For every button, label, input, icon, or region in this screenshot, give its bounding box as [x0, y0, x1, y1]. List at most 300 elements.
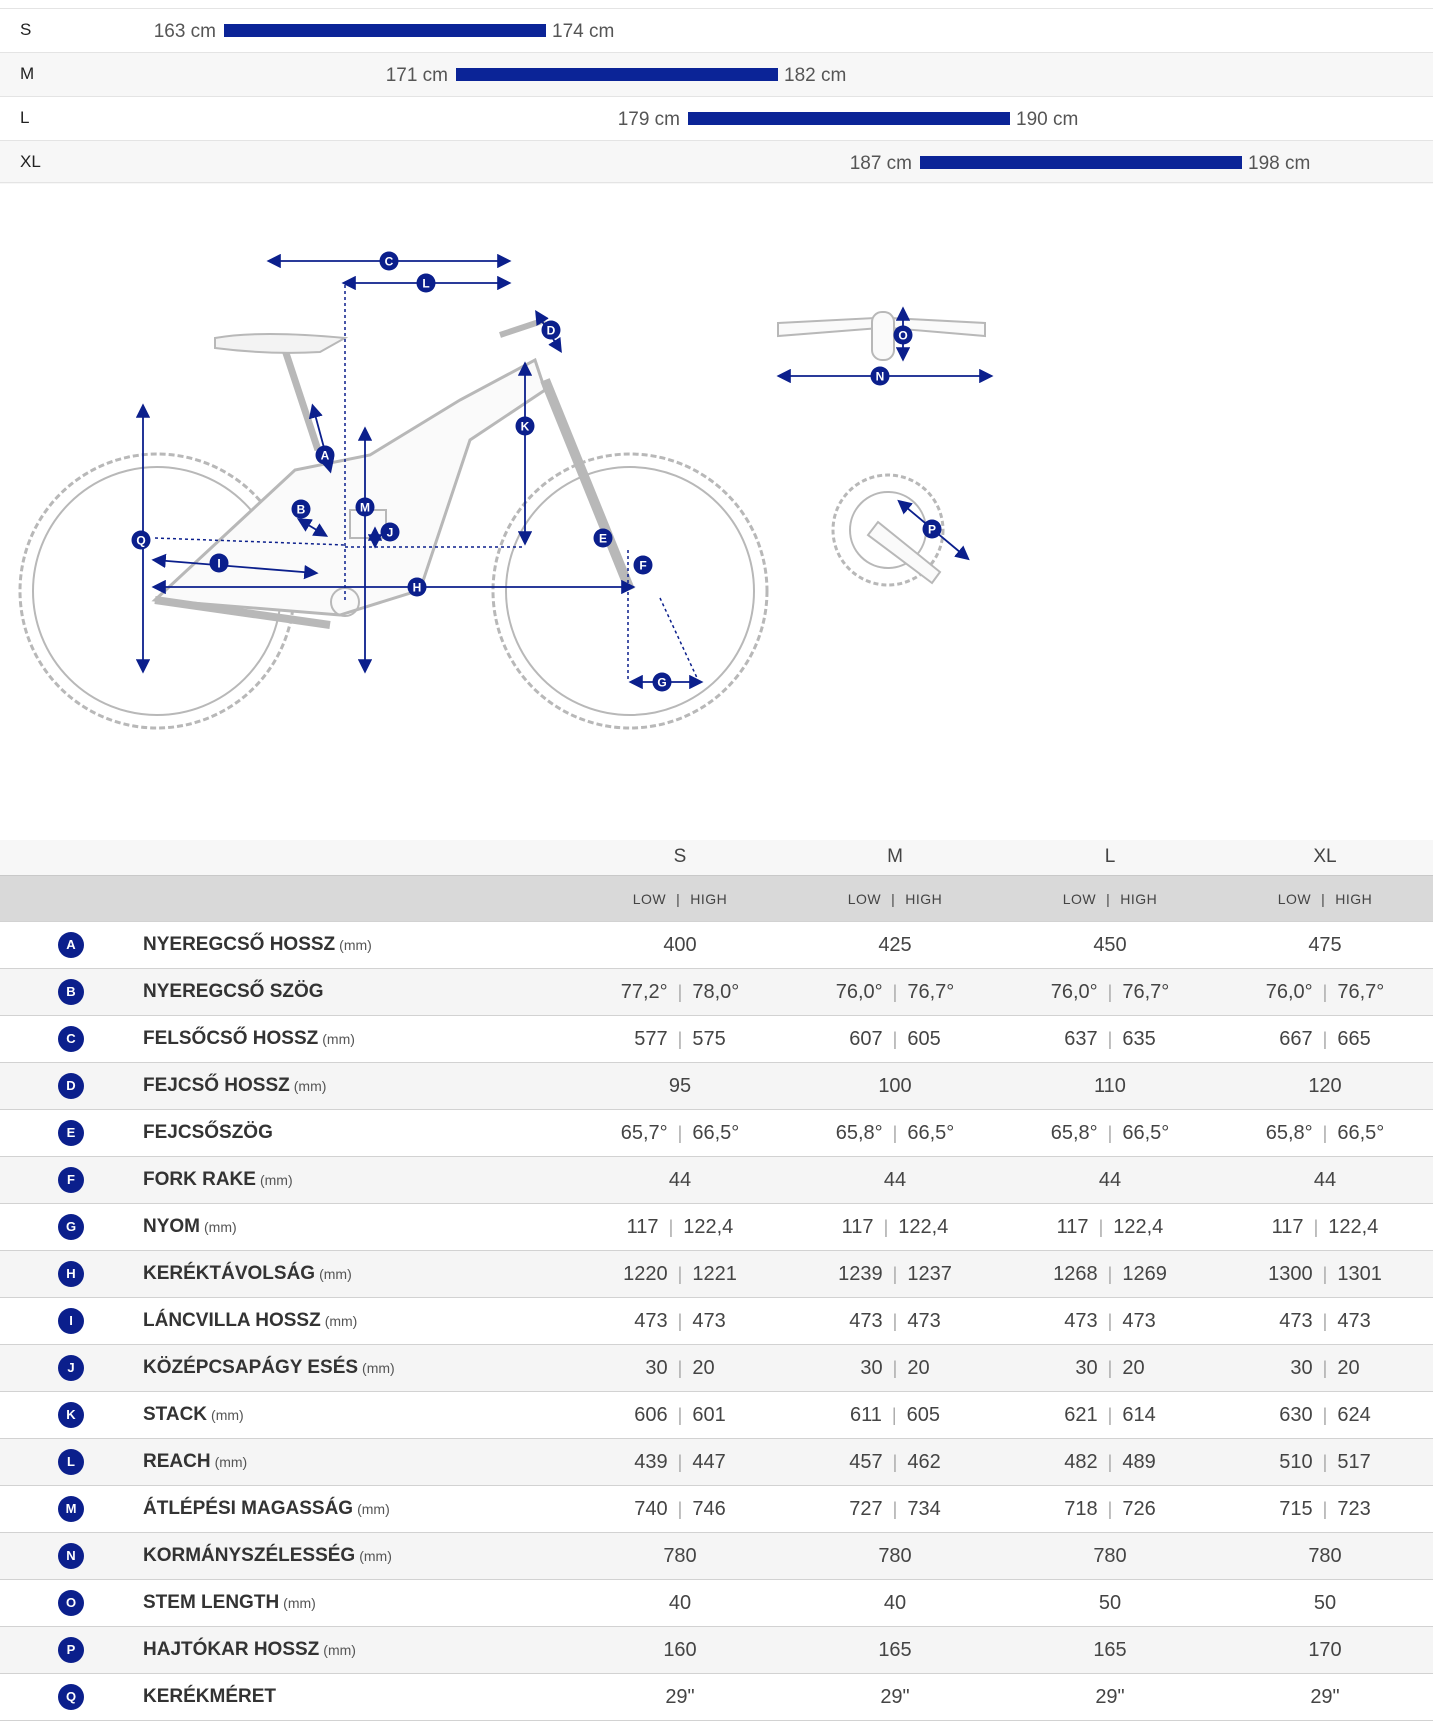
separator: |: [1107, 1123, 1113, 1143]
table-row: [0, 968, 1433, 1015]
size-range-row: [0, 52, 1433, 96]
measure-value: [580, 1075, 780, 1098]
table-row: [0, 1109, 1433, 1156]
measure-value: [795, 1216, 995, 1239]
value-low: 77,2°: [620, 981, 668, 1003]
measure-value: [1225, 1404, 1425, 1427]
measure-value: [1010, 1169, 1210, 1192]
value-high: 122,4: [1328, 1216, 1379, 1238]
value-low: 65,8°: [835, 1122, 883, 1144]
separator: |: [677, 1029, 683, 1049]
measure-unit: (mm): [339, 937, 372, 953]
measure-value: [580, 1263, 780, 1286]
measure-value: [1225, 1639, 1425, 1662]
measure-name: [143, 1310, 357, 1332]
value-high: 20: [907, 1357, 930, 1379]
value-high: 575: [692, 1028, 726, 1050]
table-row: [0, 1203, 1433, 1250]
diagram-letter: P: [927, 522, 937, 537]
diagram-letter: C: [384, 254, 394, 269]
measure-name: [143, 1357, 395, 1379]
value: 165: [878, 1639, 912, 1661]
value-high: 726: [1122, 1498, 1156, 1520]
separator: |: [892, 1029, 898, 1049]
separator: |: [1322, 1405, 1328, 1425]
measure-value: [795, 1686, 995, 1709]
measure-value: [1010, 981, 1210, 1004]
measure-value: [1010, 1216, 1210, 1239]
measure-value: [580, 1592, 780, 1615]
measure-value: [795, 1263, 995, 1286]
measure-unit: (mm): [357, 1501, 390, 1517]
separator: |: [1107, 1311, 1113, 1331]
measure-value: [1225, 1310, 1425, 1333]
measure-letter-badge: D: [58, 1073, 84, 1099]
measure-value: [580, 1498, 780, 1521]
value-high: 473: [907, 1310, 941, 1332]
table-row: [0, 1156, 1433, 1203]
measure-value: [1010, 1263, 1210, 1286]
measure-value: [1225, 1451, 1425, 1474]
measure-name: [143, 981, 324, 1003]
value-low: 1268: [1053, 1263, 1098, 1285]
size-range-row: [0, 96, 1433, 140]
measure-value: [795, 981, 995, 1004]
value-low: 30: [1290, 1357, 1313, 1379]
value-low: 117: [841, 1216, 874, 1238]
value: 44: [1313, 1169, 1337, 1191]
value-low: 473: [1064, 1310, 1098, 1332]
measure-letter-badge: K: [58, 1402, 84, 1428]
value-low: 76,0°: [1050, 981, 1098, 1003]
geometry-diagram: [0, 240, 1433, 820]
table-row: [0, 1485, 1433, 1532]
measure-value: [795, 1028, 995, 1051]
measure-letter-badge: E: [58, 1120, 84, 1146]
separator: |: [677, 1499, 683, 1519]
measure-value: [1225, 1028, 1425, 1051]
measure-value: [1010, 1075, 1210, 1098]
low-label: LOW: [1062, 891, 1097, 907]
measure-value: [1010, 1310, 1210, 1333]
separator: |: [677, 1311, 683, 1331]
table-row: [0, 1297, 1433, 1344]
value: 29": [880, 1686, 910, 1708]
value-high: 76,7°: [907, 981, 955, 1003]
separator: |: [892, 1358, 898, 1378]
separator: |: [892, 1452, 898, 1472]
value: 29": [1095, 1686, 1125, 1708]
measure-name-text: NYEREGCSŐ HOSSZ: [143, 934, 336, 955]
wheel-rim: [506, 467, 754, 715]
separator: |: [1322, 1499, 1328, 1519]
measure-value: [795, 1122, 995, 1145]
value-high: 473: [692, 1310, 726, 1332]
diagram-letter: N: [875, 369, 885, 384]
diagram-letter: G: [657, 675, 667, 690]
measure-letter-badge: L: [58, 1449, 84, 1475]
value-high: 734: [907, 1498, 941, 1520]
size-label: M: [20, 64, 35, 83]
measure-name: [143, 1216, 237, 1238]
value: 780: [1308, 1545, 1342, 1567]
measure-value: [1225, 934, 1425, 957]
measure-value: [580, 1357, 780, 1380]
value-high: 614: [1122, 1404, 1156, 1426]
separator: |: [677, 1405, 683, 1425]
table-row: [0, 1062, 1433, 1109]
measure-value: [795, 1075, 995, 1098]
separator: |: [1098, 1217, 1104, 1237]
separator: |: [677, 1358, 683, 1378]
separator: |: [677, 982, 683, 1002]
low-high-label: [1245, 891, 1405, 907]
measure-value: [795, 1498, 995, 1521]
separator: |: [1322, 1264, 1328, 1284]
measure-letter-badge: G: [58, 1214, 84, 1240]
high-label: HIGH: [905, 891, 943, 907]
measure-name-text: KERÉKMÉRET: [143, 1686, 277, 1707]
value-high: 624: [1337, 1404, 1371, 1426]
diagram-letter: H: [412, 580, 422, 595]
value: 120: [1308, 1075, 1342, 1097]
measure-value: [1225, 981, 1425, 1004]
measure-name-text: LÁNCVILLA HOSSZ: [143, 1310, 321, 1331]
value-high: 473: [1122, 1310, 1156, 1332]
measure-unit: (mm): [323, 1642, 356, 1658]
value-low: 30: [1075, 1357, 1098, 1379]
geometry-table: [0, 840, 1433, 1721]
low-high-label: [1030, 891, 1190, 907]
value: 780: [663, 1545, 697, 1567]
table-body: [0, 921, 1433, 1720]
value: 780: [878, 1545, 912, 1567]
measure-value: [1225, 1263, 1425, 1286]
value-high: 66,5°: [1337, 1122, 1385, 1144]
measure-value: [1010, 1639, 1210, 1662]
value-high: 1301: [1337, 1263, 1382, 1285]
value-high: 122,4: [683, 1216, 734, 1238]
measure-letter-badge: C: [58, 1026, 84, 1052]
diagram-letter: J: [386, 525, 394, 540]
seatpost: [285, 350, 318, 450]
measure-name-text: FORK RAKE: [143, 1169, 256, 1190]
measure-name-text: FEJCSŐSZÖG: [143, 1122, 273, 1143]
value: 29": [665, 1686, 695, 1708]
value-high: 601: [692, 1404, 726, 1426]
separator: |: [1107, 982, 1113, 1002]
size-label: XL: [20, 152, 41, 171]
range-from: 187 cm: [849, 153, 912, 174]
size-range-row: [0, 8, 1433, 52]
separator: |: [891, 891, 896, 907]
value-low: 76,0°: [835, 981, 883, 1003]
separator: |: [1107, 1358, 1113, 1378]
measure-value: [1225, 1122, 1425, 1145]
measure-name: [143, 1122, 273, 1144]
value-high: 1269: [1122, 1263, 1167, 1285]
measure-letter-badge: A: [58, 932, 84, 958]
range-from: 171 cm: [385, 65, 448, 86]
table-row: [0, 1015, 1433, 1062]
high-label: HIGH: [690, 891, 728, 907]
measure-value: [580, 1216, 780, 1239]
value-low: 117: [626, 1216, 659, 1238]
value-low: 611: [850, 1404, 882, 1426]
value: 50: [1098, 1592, 1122, 1614]
separator: |: [1107, 1029, 1113, 1049]
value: 475: [1308, 934, 1342, 956]
measure-name-text: STACK: [143, 1404, 208, 1425]
value-low: 65,8°: [1050, 1122, 1098, 1144]
measure-unit: (mm): [214, 1454, 248, 1470]
measure-name: [143, 1404, 244, 1426]
measure-value: [1225, 1498, 1425, 1521]
separator: |: [1322, 1358, 1328, 1378]
measure-value: [580, 1639, 780, 1662]
range-bar: [688, 112, 1010, 125]
value-high: 746: [692, 1498, 726, 1520]
separator: |: [1107, 1405, 1113, 1425]
value-high: 447: [692, 1451, 726, 1473]
separator: |: [1322, 1123, 1328, 1143]
measure-value: [1225, 1686, 1425, 1709]
separator: |: [891, 1405, 897, 1425]
value: 40: [883, 1592, 907, 1614]
measure-name: [143, 1686, 276, 1708]
value-low: 621: [1064, 1404, 1098, 1426]
value: 170: [1308, 1639, 1342, 1661]
value-low: 65,8°: [1265, 1122, 1313, 1144]
table-row: [0, 921, 1433, 968]
measure-value: [1010, 1686, 1210, 1709]
measure-unit: (mm): [362, 1360, 395, 1376]
value-low: 30: [860, 1357, 883, 1379]
high-label: HIGH: [1335, 891, 1373, 907]
measure-unit: (mm): [283, 1595, 316, 1611]
measure-value: [580, 934, 780, 957]
diagram-letter: Q: [136, 533, 146, 548]
measure-name-text: NYOM: [143, 1216, 200, 1237]
size-column-header: S: [673, 846, 687, 867]
size-label: S: [20, 20, 32, 39]
measure-value: [795, 1639, 995, 1662]
value-low: 65,7°: [620, 1122, 668, 1144]
table-row: [0, 1344, 1433, 1391]
value: 100: [878, 1075, 912, 1097]
range-to: 174 cm: [552, 21, 615, 42]
separator: |: [892, 1264, 898, 1284]
separator: |: [1322, 1311, 1328, 1331]
low-label: LOW: [1277, 891, 1312, 907]
divider: [0, 182, 1433, 183]
measure-value: [1010, 1357, 1210, 1380]
value-low: 1220: [623, 1263, 668, 1285]
separator: |: [677, 1452, 683, 1472]
measure-value: [1225, 1357, 1425, 1380]
divider: [0, 1720, 1433, 1721]
low-label: LOW: [632, 891, 667, 907]
value-high: 20: [692, 1357, 715, 1379]
value: 44: [668, 1169, 692, 1191]
measure-letter-badge: M: [58, 1496, 84, 1522]
value-low: 1300: [1268, 1263, 1313, 1285]
measure-unit: (mm): [293, 1078, 327, 1094]
value-low: 715: [1279, 1498, 1313, 1520]
measure-name-text: ÁTLÉPÉSI MAGASSÁG: [143, 1498, 354, 1519]
measure-value: [580, 981, 780, 1004]
measure-value: [1225, 1216, 1425, 1239]
value: 160: [663, 1639, 697, 1661]
separator: |: [1107, 1452, 1113, 1472]
separator: |: [1322, 982, 1328, 1002]
diagram-letter: K: [520, 419, 530, 434]
fork: [545, 380, 630, 590]
measure-unit: (mm): [259, 1172, 293, 1188]
measure-name: [143, 934, 372, 956]
measure-value: [795, 1545, 995, 1568]
stem-top-view: [872, 312, 894, 360]
value-high: 605: [906, 1404, 940, 1426]
value-high: 122,4: [1113, 1216, 1164, 1238]
value-low: 510: [1279, 1451, 1313, 1473]
value-high: 665: [1337, 1028, 1371, 1050]
measure-value: [1225, 1592, 1425, 1615]
measure-value: [580, 1451, 780, 1474]
value-low: 439: [634, 1451, 668, 1473]
table-row: [0, 1579, 1433, 1626]
table-row: [0, 1391, 1433, 1438]
separator: |: [1107, 1264, 1113, 1284]
value-high: 20: [1122, 1357, 1145, 1379]
value-low: 630: [1279, 1404, 1313, 1426]
value-high: 66,5°: [907, 1122, 955, 1144]
measure-value: [580, 1310, 780, 1333]
separator: |: [892, 1499, 898, 1519]
measure-value: [795, 1592, 995, 1615]
value-high: 517: [1337, 1451, 1371, 1473]
measure-name-text: STEM LENGTH: [143, 1592, 280, 1613]
measure-name: [143, 1451, 247, 1473]
value-low: 30: [645, 1357, 668, 1379]
measure-value: [1225, 1169, 1425, 1192]
size-column-header: XL: [1313, 846, 1337, 867]
low-label: LOW: [847, 891, 882, 907]
diagram-letter: D: [546, 323, 556, 338]
diagram-letter: L: [422, 276, 430, 291]
size-column-header: L: [1104, 846, 1116, 867]
measure-name: [143, 1592, 316, 1614]
bike-frame: [155, 360, 545, 615]
separator: |: [1322, 1452, 1328, 1472]
separator: |: [892, 1311, 898, 1331]
diagram-letter: O: [898, 328, 908, 343]
measure-letter-badge: I: [58, 1308, 84, 1334]
measure-value: [1010, 1028, 1210, 1051]
range-to: 198 cm: [1248, 153, 1311, 174]
value: 29": [1310, 1686, 1340, 1708]
measure-letter-badge: N: [58, 1543, 84, 1569]
measure-value: [1225, 1075, 1425, 1098]
value: 44: [883, 1169, 907, 1191]
measure-value: [1010, 934, 1210, 957]
measure-unit: (mm): [324, 1313, 358, 1329]
diagram-letter: F: [639, 558, 647, 573]
value-high: 462: [907, 1451, 941, 1473]
measure-value: [795, 1357, 995, 1380]
value: 95: [668, 1075, 692, 1097]
low-high-label: [600, 891, 760, 907]
value: 780: [1093, 1545, 1127, 1567]
measure-value: [795, 1310, 995, 1333]
value-low: 667: [1279, 1028, 1313, 1050]
diagram-letter: I: [217, 556, 221, 571]
measure-name-text: KERÉKTÁVOLSÁG: [143, 1263, 316, 1284]
measure-letter-badge: O: [58, 1590, 84, 1616]
diagram-letter: B: [296, 502, 306, 517]
measure-value: [795, 1169, 995, 1192]
value-low: 482: [1064, 1451, 1098, 1473]
table-row: [0, 1250, 1433, 1297]
measure-name-text: HAJTÓKAR HOSSZ: [143, 1639, 320, 1660]
separator: |: [677, 1123, 683, 1143]
high-label: HIGH: [1120, 891, 1158, 907]
value-high: 76,7°: [1122, 981, 1170, 1003]
range-bar: [224, 24, 546, 37]
separator: |: [1322, 1029, 1328, 1049]
measure-value: [1010, 1122, 1210, 1145]
separator: |: [892, 1123, 898, 1143]
value-high: 66,5°: [1122, 1122, 1170, 1144]
separator: |: [1313, 1217, 1319, 1237]
value-low: 577: [634, 1028, 668, 1050]
range-to: 190 cm: [1016, 109, 1079, 130]
measure-name: [143, 1498, 390, 1520]
value: 400: [663, 934, 697, 956]
value-low: 473: [849, 1310, 883, 1332]
value-low: 606: [634, 1404, 668, 1426]
range-from: 179 cm: [617, 109, 680, 130]
measure-value: [1010, 1451, 1210, 1474]
measure-value: [580, 1169, 780, 1192]
value-high: 605: [907, 1028, 941, 1050]
measure-value: [1010, 1592, 1210, 1615]
value-high: 473: [1337, 1310, 1371, 1332]
separator: |: [1106, 891, 1111, 907]
measure-value: [580, 1028, 780, 1051]
measure-unit: (mm): [204, 1219, 237, 1235]
range-to: 182 cm: [784, 65, 847, 86]
diagram-letter: E: [598, 531, 608, 546]
value-high: 122,4: [898, 1216, 949, 1238]
size-label: L: [20, 108, 30, 127]
value-low: 473: [634, 1310, 668, 1332]
measure-name: [143, 1639, 356, 1661]
measure-value: [795, 934, 995, 957]
value-low: 457: [849, 1451, 883, 1473]
saddle: [215, 334, 345, 353]
measure-value: [795, 1451, 995, 1474]
value-low: 1239: [838, 1263, 883, 1285]
range-bar: [920, 156, 1242, 169]
size-column-header: M: [887, 846, 903, 867]
range-bar: [456, 68, 778, 81]
measure-name-text: REACH: [143, 1451, 211, 1472]
value-high: 723: [1337, 1498, 1371, 1520]
measure-value: [1225, 1545, 1425, 1568]
value: 44: [1098, 1169, 1122, 1191]
separator: |: [676, 891, 681, 907]
